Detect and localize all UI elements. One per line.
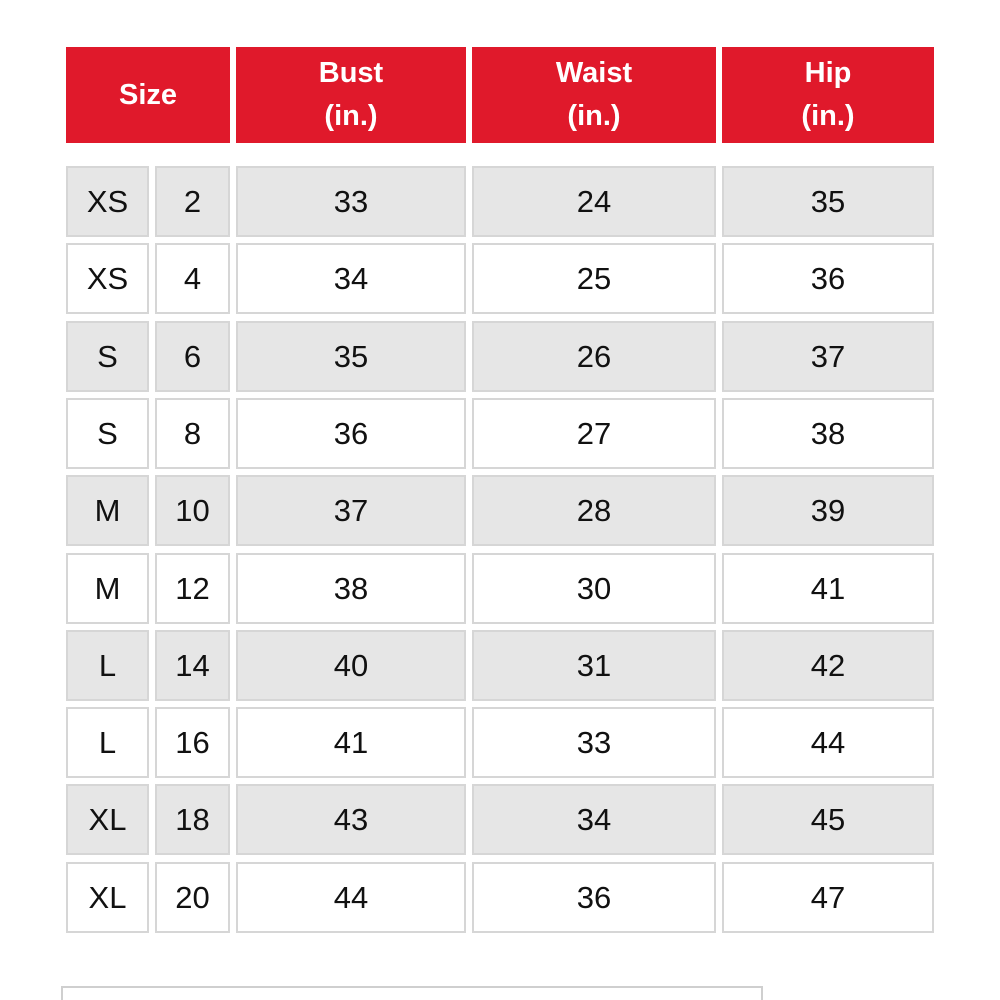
header-waist-line: Waist xyxy=(555,57,633,89)
cell-bust: 38 xyxy=(236,553,466,624)
bottom-panel-edge xyxy=(61,986,763,1000)
cell-bust: 43 xyxy=(236,784,466,855)
cell-size-number: 20 xyxy=(155,862,230,933)
cell-waist: 24 xyxy=(472,166,716,237)
header-size xyxy=(66,47,230,143)
cell-size-letter: XS xyxy=(66,166,149,237)
cell-hip: 37 xyxy=(722,321,934,392)
cell-bust: 36 xyxy=(236,398,466,469)
cell-size-number: 8 xyxy=(155,398,230,469)
cell-size-letter: L xyxy=(66,707,149,778)
cell-bust: 41 xyxy=(236,707,466,778)
cell-bust: 44 xyxy=(236,862,466,933)
cell-size-number: 6 xyxy=(155,321,230,392)
header-size-line: Size xyxy=(118,78,178,111)
cell-waist: 31 xyxy=(472,630,716,701)
cell-hip: 45 xyxy=(722,784,934,855)
cell-waist: 26 xyxy=(472,321,716,392)
cell-hip: 35 xyxy=(722,166,934,237)
cell-bust: 37 xyxy=(236,475,466,546)
cell-bust: 40 xyxy=(236,630,466,701)
cell-size-letter: XS xyxy=(66,243,149,314)
cell-waist: 36 xyxy=(472,862,716,933)
cell-size-number: 16 xyxy=(155,707,230,778)
header-hip-line: (in.) xyxy=(801,100,855,132)
header-bust-line: (in.) xyxy=(324,100,378,132)
header-bust-line: Bust xyxy=(318,57,384,89)
cell-size-letter: XL xyxy=(66,784,149,855)
cell-hip: 39 xyxy=(722,475,934,546)
cell-size-letter: M xyxy=(66,553,149,624)
cell-size-letter: XL xyxy=(66,862,149,933)
cell-bust: 34 xyxy=(236,243,466,314)
cell-hip: 44 xyxy=(722,707,934,778)
cell-waist: 30 xyxy=(472,553,716,624)
cell-size-number: 18 xyxy=(155,784,230,855)
cell-size-letter: S xyxy=(66,321,149,392)
cell-waist: 33 xyxy=(472,707,716,778)
cell-hip: 38 xyxy=(722,398,934,469)
header-waist xyxy=(472,47,716,143)
cell-hip: 41 xyxy=(722,553,934,624)
cell-size-number: 12 xyxy=(155,553,230,624)
cell-hip: 36 xyxy=(722,243,934,314)
cell-size-number: 14 xyxy=(155,630,230,701)
cell-bust: 33 xyxy=(236,166,466,237)
header-waist-line: (in.) xyxy=(567,100,621,132)
cell-size-letter: S xyxy=(66,398,149,469)
cell-size-letter: M xyxy=(66,475,149,546)
cell-size-number: 2 xyxy=(155,166,230,237)
cell-waist: 27 xyxy=(472,398,716,469)
cell-waist: 28 xyxy=(472,475,716,546)
cell-waist: 25 xyxy=(472,243,716,314)
cell-bust: 35 xyxy=(236,321,466,392)
cell-hip: 47 xyxy=(722,862,934,933)
header-hip-line: Hip xyxy=(804,57,852,89)
cell-size-number: 10 xyxy=(155,475,230,546)
cell-size-letter: L xyxy=(66,630,149,701)
cell-hip: 42 xyxy=(722,630,934,701)
cell-size-number: 4 xyxy=(155,243,230,314)
header-bust xyxy=(236,47,466,143)
header-hip xyxy=(722,47,934,143)
cell-waist: 34 xyxy=(472,784,716,855)
